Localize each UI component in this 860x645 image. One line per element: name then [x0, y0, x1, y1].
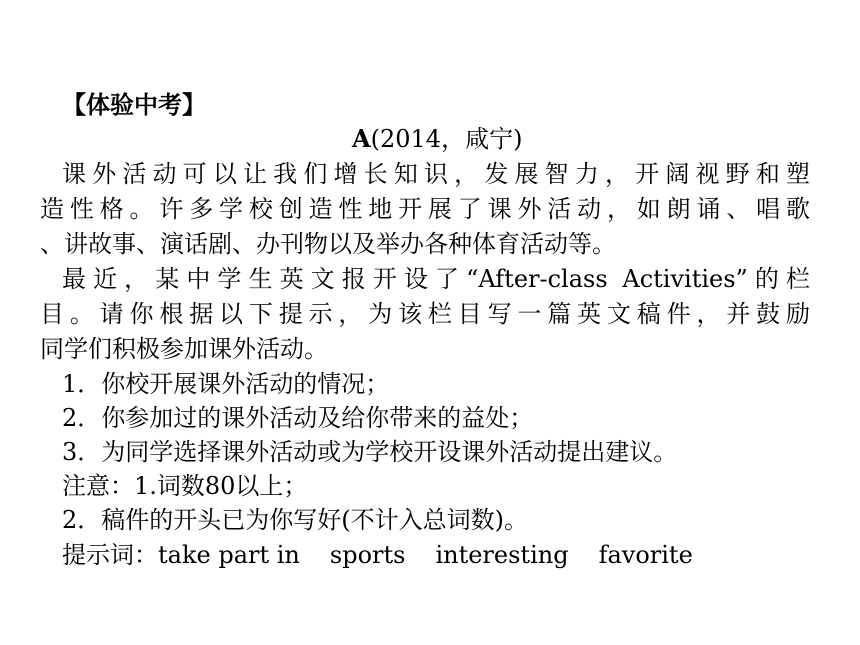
paragraph-2-line-3: 同学们积极参加课外活动。 — [40, 335, 328, 363]
point-item-3: 3．为同学选择课外活动或为学校开设课外活动提出建议。 — [62, 438, 678, 466]
question-title — [352, 122, 522, 156]
hint-word: favorite — [598, 541, 693, 569]
question-source: (2014，咸宁) — [370, 125, 523, 153]
point-item-2: 2．你参加过的课外活动及给你带来的益处； — [62, 404, 534, 432]
paragraph-1-line-1: 课外活动可以让我们增长知识，发展智力，开阔视野和塑 — [62, 160, 810, 188]
note-line-2: 2．稿件的开头已为你写好(不计入总词数)。 — [62, 506, 528, 534]
paragraph-2-line-1: 最近，某中学生英文报开设了“After-class Activities”的栏 — [62, 265, 810, 293]
hint-word: interesting — [435, 541, 569, 569]
hint-words-line — [62, 538, 693, 572]
hint-word: sports — [329, 541, 406, 569]
point-item-1: 1．你校开展课外活动的情况； — [62, 370, 390, 398]
hint-label: 提示词： — [62, 541, 158, 569]
paragraph-1-line-2: 造性格。许多学校创造性地开展了课外活动，如朗诵、唱歌 — [40, 195, 810, 223]
question-letter: A — [352, 124, 371, 153]
paragraph-2-line-2: 目。请你根据以下提示，为该栏目写一篇英文稿件，并鼓励 — [40, 300, 810, 328]
section-heading: 【体验中考】 — [62, 91, 206, 119]
hint-word: take part in — [158, 541, 300, 569]
note-line-1: 注意：1.词数80以上； — [62, 472, 308, 500]
paragraph-1-line-3: 、讲故事、演话剧、办刊物以及举办各种体育活动等。 — [40, 230, 616, 258]
